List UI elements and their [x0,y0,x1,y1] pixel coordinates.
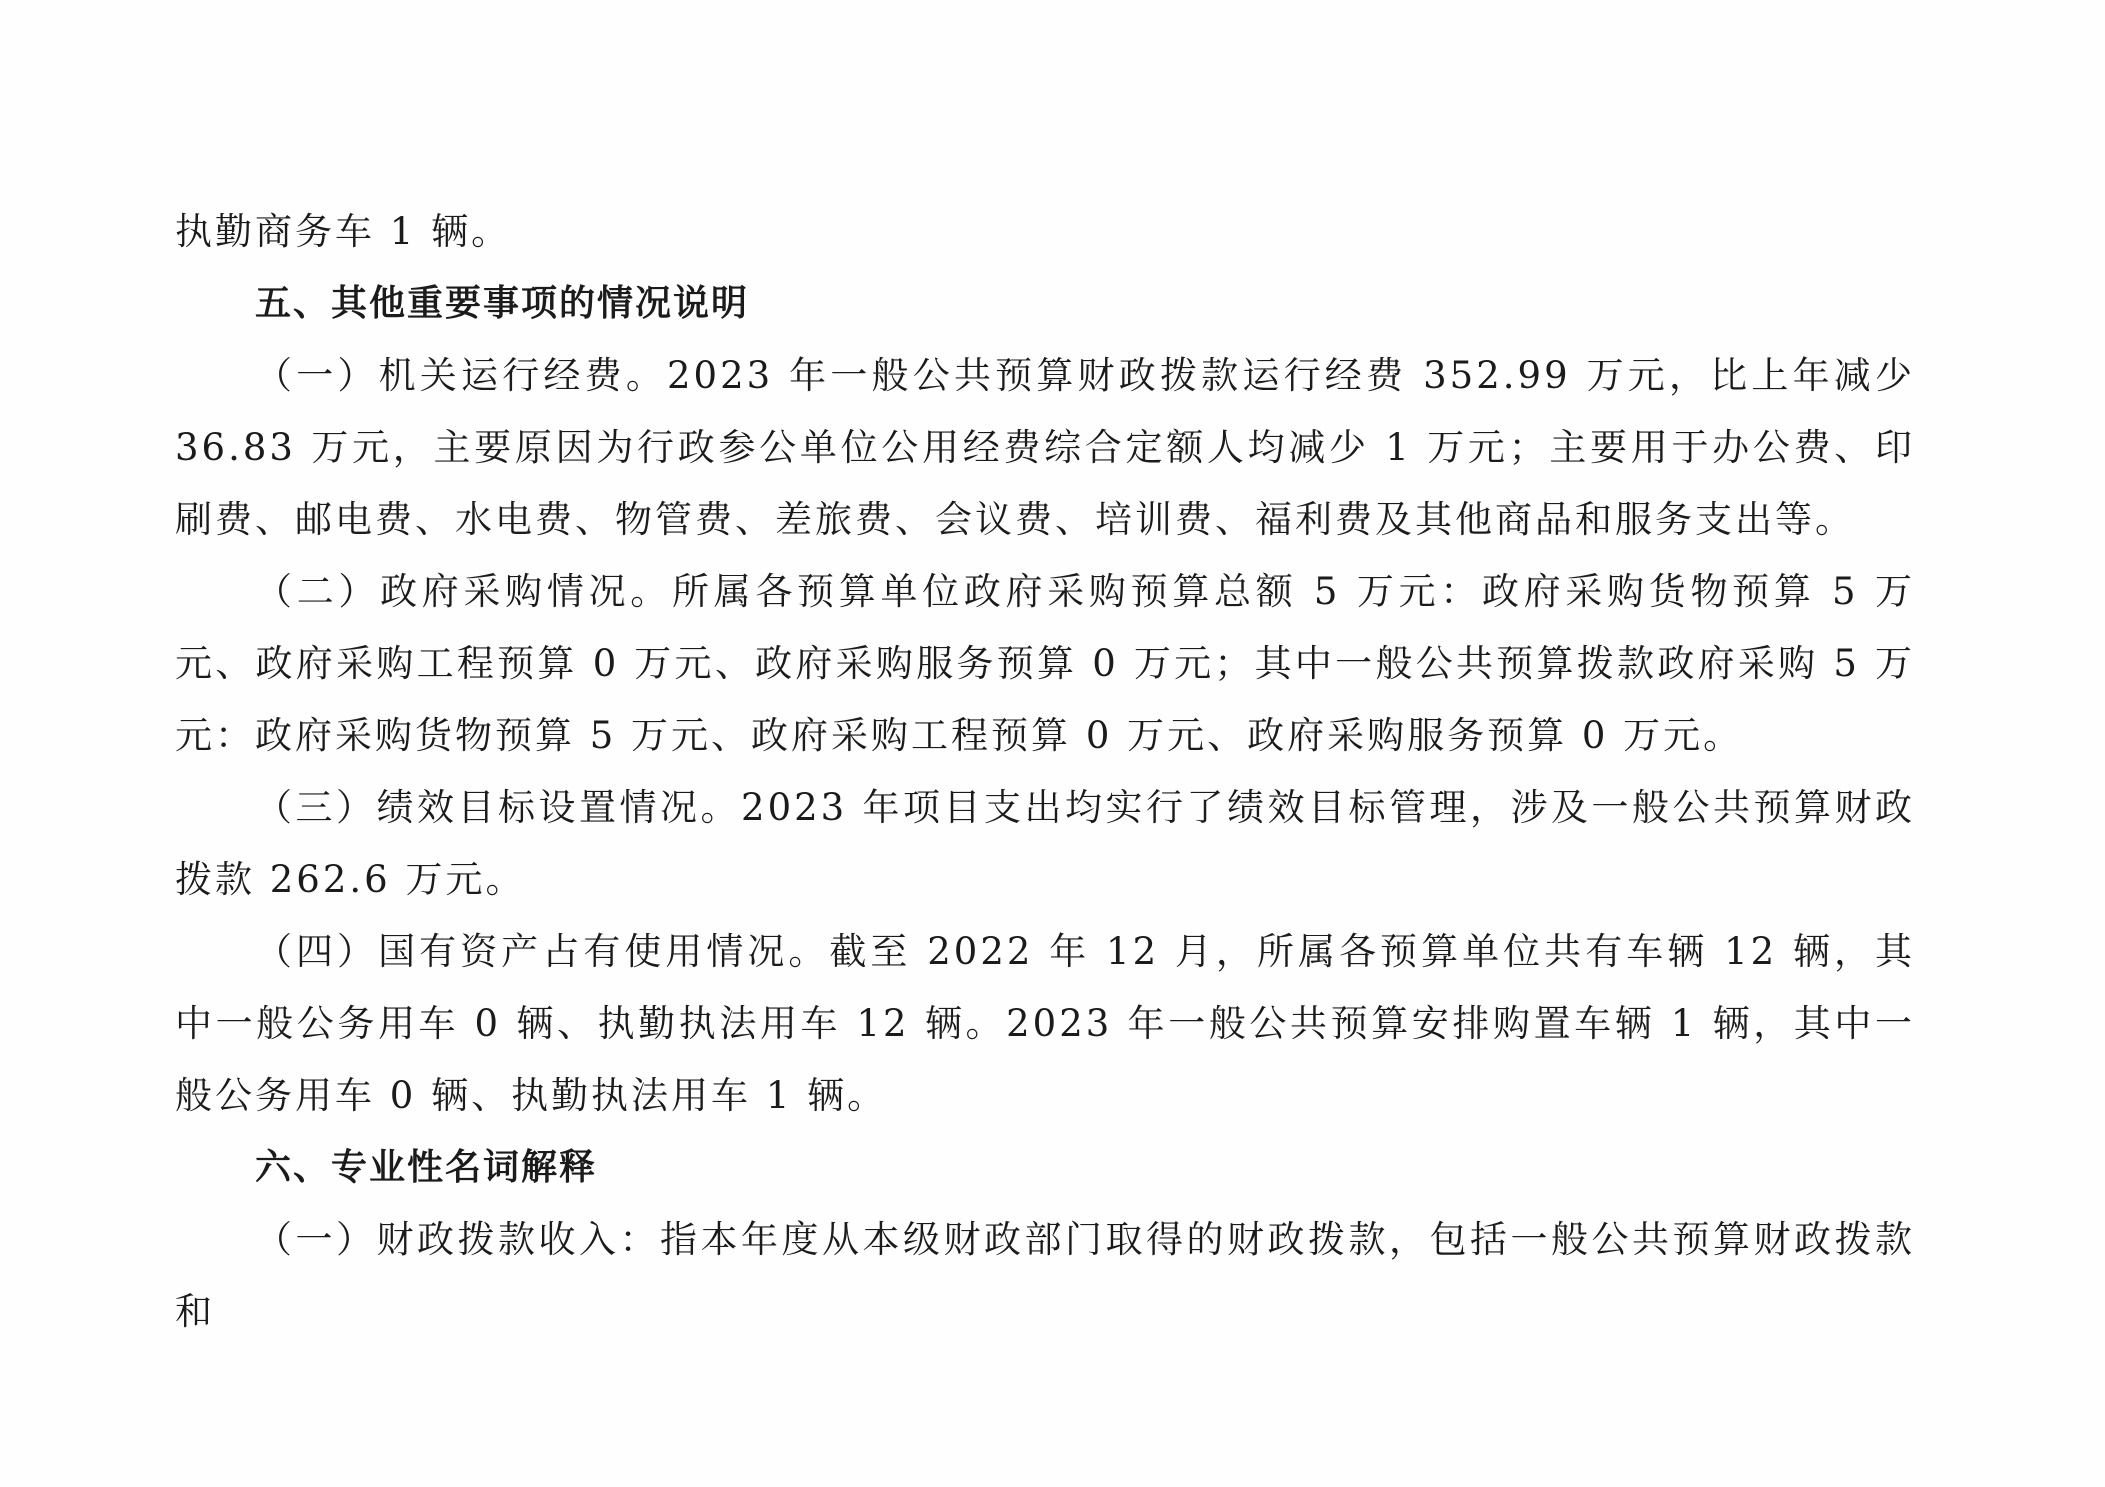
section-6-paragraph-1: （一）财政拨款收入：指本年度从本级财政部门取得的财政拨款，包括一般公共预算财政拨款和 [175,1218,1915,1333]
section-5-paragraph-4: （四）国有资产占有使用情况。截至 2022 年 12 月，所属各预算单位共有车辆 12 辆，其中一般公务用车 0 辆、执勤执法用车 12 辆。2023 年一般公共预算安排购置车辆 1 辆，其中一般公务用车 0 辆、执勤执法用车 1 辆。 [175,930,1915,1117]
section-5-paragraph-3: （三）绩效目标设置情况。2023 年项目支出均实行了绩效目标管理，涉及一般公共预算财政拨款 262.6 万元。 [175,786,1915,901]
continuation-text: 执勤商务车 1 辆。 [175,210,512,253]
section-5-paragraph-1: （一）机关运行经费。2023 年一般公共预算财政拨款运行经费 352.99 万元，比上年减少 36.83 万元，主要原因为行政参公单位公用经费综合定额人均减少 1 万元；主要用于办公费、印刷费、邮电费、水电费、物管费、差旅费、会议费、培训费、福利费及其他商品和服务支出等。 [175,354,1915,541]
section-5-paragraph-2: （二）政府采购情况。所属各预算单位政府采购预算总额 5 万元：政府采购货物预算 5 万元、政府采购工程预算 0 万元、政府采购服务预算 0 万元；其中一般公共预算拨款政府采购 5 万元：政府采购货物预算 5 万元、政府采购工程预算 0 万元、政府采购服务预算 0 万元。 [175,570,1915,757]
document-body [175,196,1915,1348]
section-5-heading: 五、其他重要事项的情况说明 [255,283,750,324]
section-6-heading: 六、专业性名词解释 [255,1147,598,1188]
